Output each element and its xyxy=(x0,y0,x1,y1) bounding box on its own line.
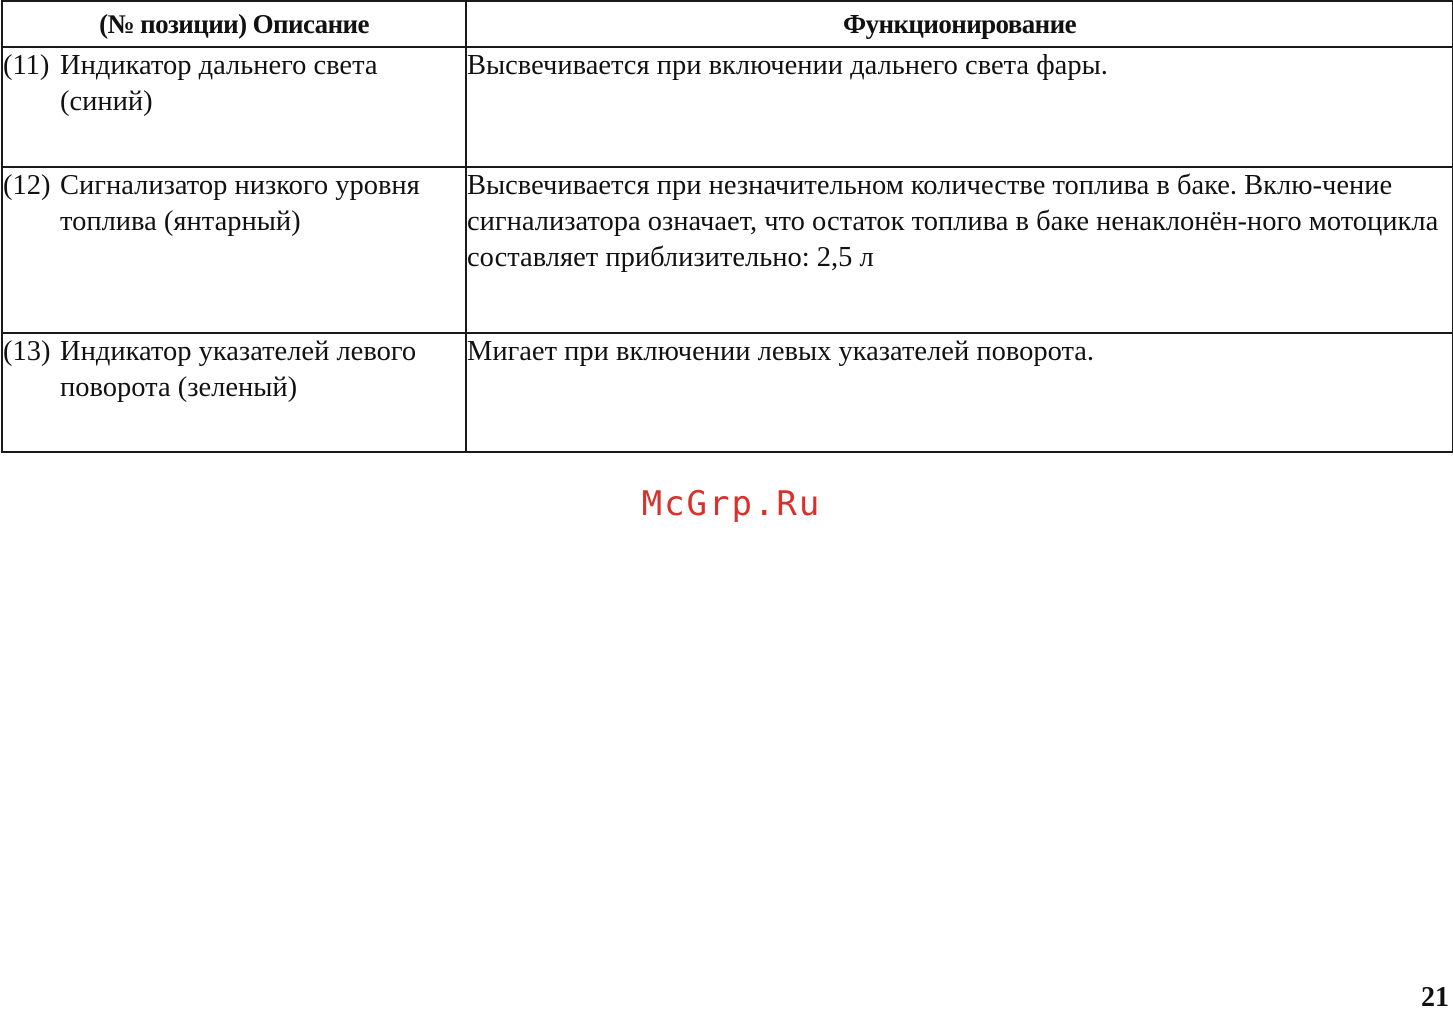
description-text: Индикатор дальнего света (синий) xyxy=(60,50,378,117)
function-cell: Мигает при включении левых указателей поворота. xyxy=(466,333,1453,452)
description-cell xyxy=(2,47,466,167)
table-row xyxy=(2,47,1453,167)
table-row xyxy=(2,167,1453,333)
position-number: (12) xyxy=(3,170,51,201)
function-cell: Высвечивается при незначительном количестве топлива в баке. Вклю-чение сигнализатора означает, что остаток топлива в баке ненаклонён-ного мотоцикла составляет приблизительно: 2,5 л xyxy=(466,167,1453,333)
watermark: McGrp.Ru xyxy=(641,484,822,524)
description-cell xyxy=(2,333,466,452)
table-header-row xyxy=(2,1,1453,47)
description-cell xyxy=(2,167,466,333)
description-text: Сигнализатор низкого уровня топлива (янтарный) xyxy=(60,170,420,237)
position-number: (13) xyxy=(3,336,51,367)
function-cell: Высвечивается при включении дальнего света фары. xyxy=(466,47,1453,167)
position-number: (11) xyxy=(3,50,50,81)
header-description: (№ позиции) Описание xyxy=(2,1,466,47)
header-function: Функционирование xyxy=(466,1,1453,47)
table-row xyxy=(2,333,1453,452)
description-text: Индикатор указателей левого поворота (зеленый) xyxy=(60,336,417,403)
page-number: 21 xyxy=(1421,982,1449,1013)
indicator-table xyxy=(1,0,1453,453)
